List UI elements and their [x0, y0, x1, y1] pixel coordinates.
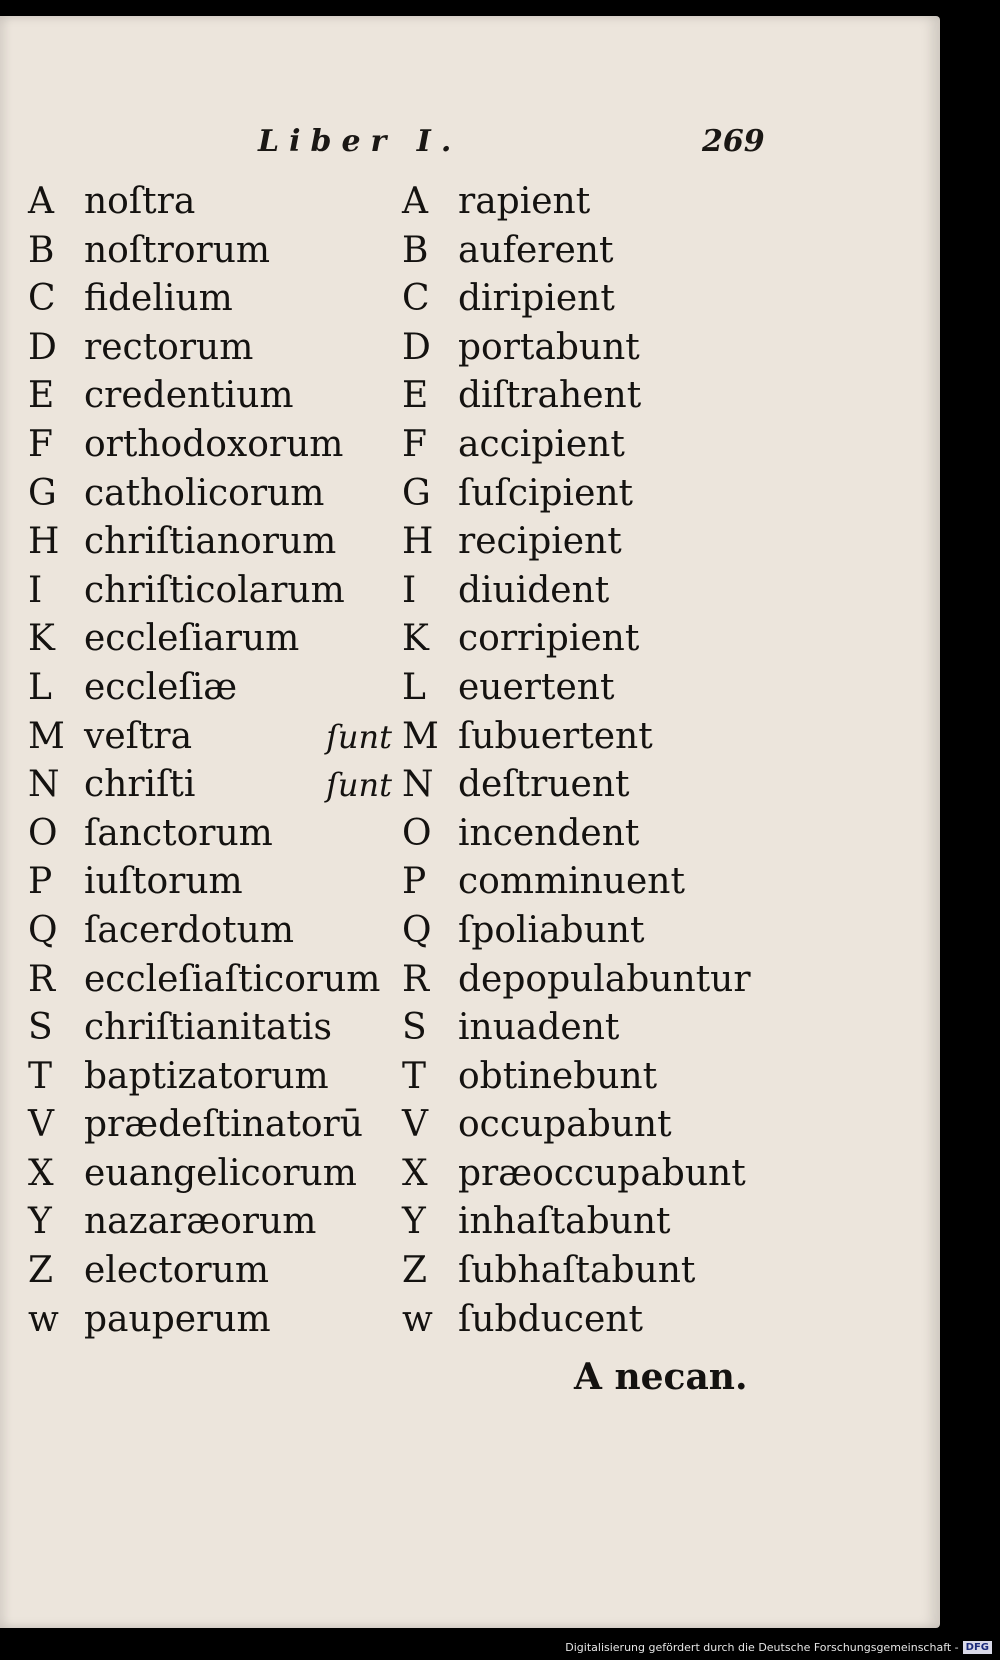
cipher-row [402, 956, 802, 1005]
row-word: rapient [458, 181, 591, 222]
cipher-row [402, 664, 802, 713]
row-letter: L [402, 666, 426, 708]
row-word: chriſtianitatis [84, 1007, 332, 1049]
cipher-row [28, 518, 398, 567]
row-letter: F [402, 423, 427, 465]
row-letter: N [28, 764, 60, 806]
cipher-row [28, 1004, 398, 1053]
cipher-row [28, 227, 398, 276]
row-letter: A [28, 181, 54, 222]
row-word: inhaſtabunt [458, 1201, 671, 1243]
cipher-row [28, 421, 398, 470]
cipher-row [402, 1198, 802, 1247]
cipher-row [28, 761, 398, 810]
row-word: accipient [458, 423, 625, 465]
cipher-row [28, 470, 398, 519]
cipher-row [28, 275, 398, 324]
row-letter: L [28, 666, 52, 708]
row-letter: B [402, 229, 429, 271]
row-word: catholicorum [84, 472, 325, 514]
cipher-row [28, 615, 398, 664]
row-letter: Z [402, 1250, 428, 1292]
row-letter: D [402, 326, 431, 368]
cipher-row [28, 372, 398, 421]
cipher-row [402, 1150, 802, 1199]
cipher-row [402, 518, 802, 567]
book-page [0, 16, 940, 1628]
cipher-row [402, 907, 802, 956]
row-word: noſtrorum [84, 229, 271, 271]
row-word: noſtra [84, 181, 196, 222]
right-column [402, 178, 802, 1344]
row-letter: N [402, 764, 434, 806]
cipher-row [402, 1296, 802, 1345]
row-letter: V [402, 1104, 428, 1146]
row-word: rectorum [84, 326, 254, 368]
page-header [0, 124, 940, 168]
margin-note: ſunt [326, 766, 392, 805]
cipher-row [402, 1053, 802, 1102]
row-letter: D [28, 326, 57, 368]
row-letter: Y [28, 1201, 52, 1243]
cipher-row [402, 421, 802, 470]
row-word: deſtruent [458, 764, 630, 806]
row-word: eccleſiæ [84, 666, 238, 708]
cipher-row [402, 275, 802, 324]
row-word: nazaræorum [84, 1201, 317, 1243]
row-word: prædeſtinatorū [84, 1104, 363, 1146]
row-word: ſacerdotum [84, 909, 294, 951]
row-letter: X [402, 1152, 428, 1194]
dfg-logo: DFG [963, 1641, 992, 1654]
left-column [28, 178, 398, 1344]
row-word: ſanctorum [84, 812, 273, 854]
cipher-row [28, 907, 398, 956]
catchword: A necan. [574, 1356, 748, 1398]
cipher-row [402, 1101, 802, 1150]
row-letter: E [28, 375, 55, 417]
row-word: comminuent [458, 861, 685, 903]
row-word: depopulabuntur [458, 958, 751, 1000]
row-word: recipient [458, 521, 622, 563]
cipher-row [402, 567, 802, 616]
row-word: incendent [458, 812, 640, 854]
row-letter: w [28, 1298, 59, 1340]
running-head: Liber I. [258, 124, 462, 159]
row-letter: G [28, 472, 57, 514]
row-letter: H [402, 521, 434, 563]
row-word: ſuſcipient [458, 472, 634, 514]
row-letter: B [28, 229, 55, 271]
cipher-row [402, 713, 802, 762]
row-word: veſtra [84, 715, 193, 757]
cipher-row [402, 324, 802, 373]
row-word: portabunt [458, 326, 640, 368]
cipher-row [28, 1150, 398, 1199]
row-letter: O [28, 812, 58, 854]
row-letter: K [402, 618, 429, 660]
cipher-row [28, 713, 398, 762]
cipher-row [28, 1053, 398, 1102]
row-letter: Y [402, 1201, 426, 1243]
row-letter: G [402, 472, 431, 514]
cipher-row [402, 761, 802, 810]
row-letter: w [402, 1298, 433, 1340]
row-word: electorum [84, 1250, 269, 1292]
row-letter: X [28, 1152, 54, 1194]
row-word: eccleſiaſticorum [84, 958, 381, 1000]
row-word: ſubhaſtabunt [458, 1250, 696, 1292]
cipher-row [402, 178, 802, 227]
row-letter: I [28, 569, 43, 611]
row-letter: S [402, 1007, 427, 1049]
row-letter: M [402, 715, 439, 757]
cipher-row [402, 615, 802, 664]
cipher-row [28, 1198, 398, 1247]
row-word: chriſticolarum [84, 569, 345, 611]
row-letter: P [402, 861, 427, 903]
cipher-row [28, 810, 398, 859]
row-word: credentium [84, 375, 294, 417]
digitization-footer [565, 1636, 992, 1658]
row-word: fidelium [84, 278, 233, 320]
row-word: præoccupabunt [458, 1152, 746, 1194]
row-letter: R [28, 958, 56, 1000]
margin-note: ſunt [326, 717, 392, 756]
cipher-row [28, 1247, 398, 1296]
cipher-row [402, 1247, 802, 1296]
row-word: auferent [458, 229, 614, 271]
cipher-row [28, 1101, 398, 1150]
cipher-row [402, 1004, 802, 1053]
cipher-row [402, 470, 802, 519]
row-letter: H [28, 521, 60, 563]
cipher-row [402, 858, 802, 907]
cipher-row [28, 567, 398, 616]
row-word: diripient [458, 278, 615, 320]
row-word: obtinebunt [458, 1055, 658, 1097]
footer-text: Digitalisierung gefördert durch die Deutsche Forschungsgemeinschaft - [565, 1640, 959, 1654]
cipher-row [402, 227, 802, 276]
row-letter: M [28, 715, 65, 757]
row-letter: K [28, 618, 55, 660]
row-letter: T [402, 1055, 427, 1097]
row-letter: A [402, 181, 428, 222]
row-letter: S [28, 1007, 53, 1049]
row-word: occupabunt [458, 1104, 672, 1146]
row-letter: R [402, 958, 430, 1000]
cipher-row [28, 324, 398, 373]
row-word: euertent [458, 666, 615, 708]
cipher-row [28, 178, 398, 227]
row-letter: I [402, 569, 417, 611]
row-letter: T [28, 1055, 53, 1097]
row-word: corripient [458, 618, 640, 660]
row-letter: V [28, 1104, 54, 1146]
row-word: inuadent [458, 1007, 620, 1049]
row-letter: O [402, 812, 432, 854]
row-word: pauperum [84, 1298, 271, 1340]
row-letter: Q [402, 909, 432, 951]
row-word: ſpoliabunt [458, 909, 645, 951]
row-letter: F [28, 423, 53, 465]
cipher-row [28, 956, 398, 1005]
row-letter: Z [28, 1250, 54, 1292]
row-word: baptizatorum [84, 1055, 329, 1097]
row-letter: C [402, 278, 430, 320]
row-word: iuſtorum [84, 861, 243, 903]
row-word: ſubducent [458, 1298, 643, 1340]
row-word: eccleſiarum [84, 618, 300, 660]
row-letter: C [28, 278, 56, 320]
page-number: 269 [702, 124, 765, 159]
row-word: ſubuertent [458, 715, 653, 757]
cipher-row [28, 1296, 398, 1345]
row-word: chriſti [84, 764, 196, 806]
cipher-row [402, 810, 802, 859]
row-word: chriſtianorum [84, 521, 337, 563]
cipher-row [28, 858, 398, 907]
row-letter: E [402, 375, 429, 417]
row-word: diſtrahent [458, 375, 642, 417]
cipher-row [402, 372, 802, 421]
row-word: euangelicorum [84, 1152, 357, 1194]
cipher-row [28, 664, 398, 713]
row-letter: Q [28, 909, 58, 951]
row-word: orthodoxorum [84, 423, 344, 465]
row-letter: P [28, 861, 53, 903]
row-word: diuident [458, 569, 610, 611]
